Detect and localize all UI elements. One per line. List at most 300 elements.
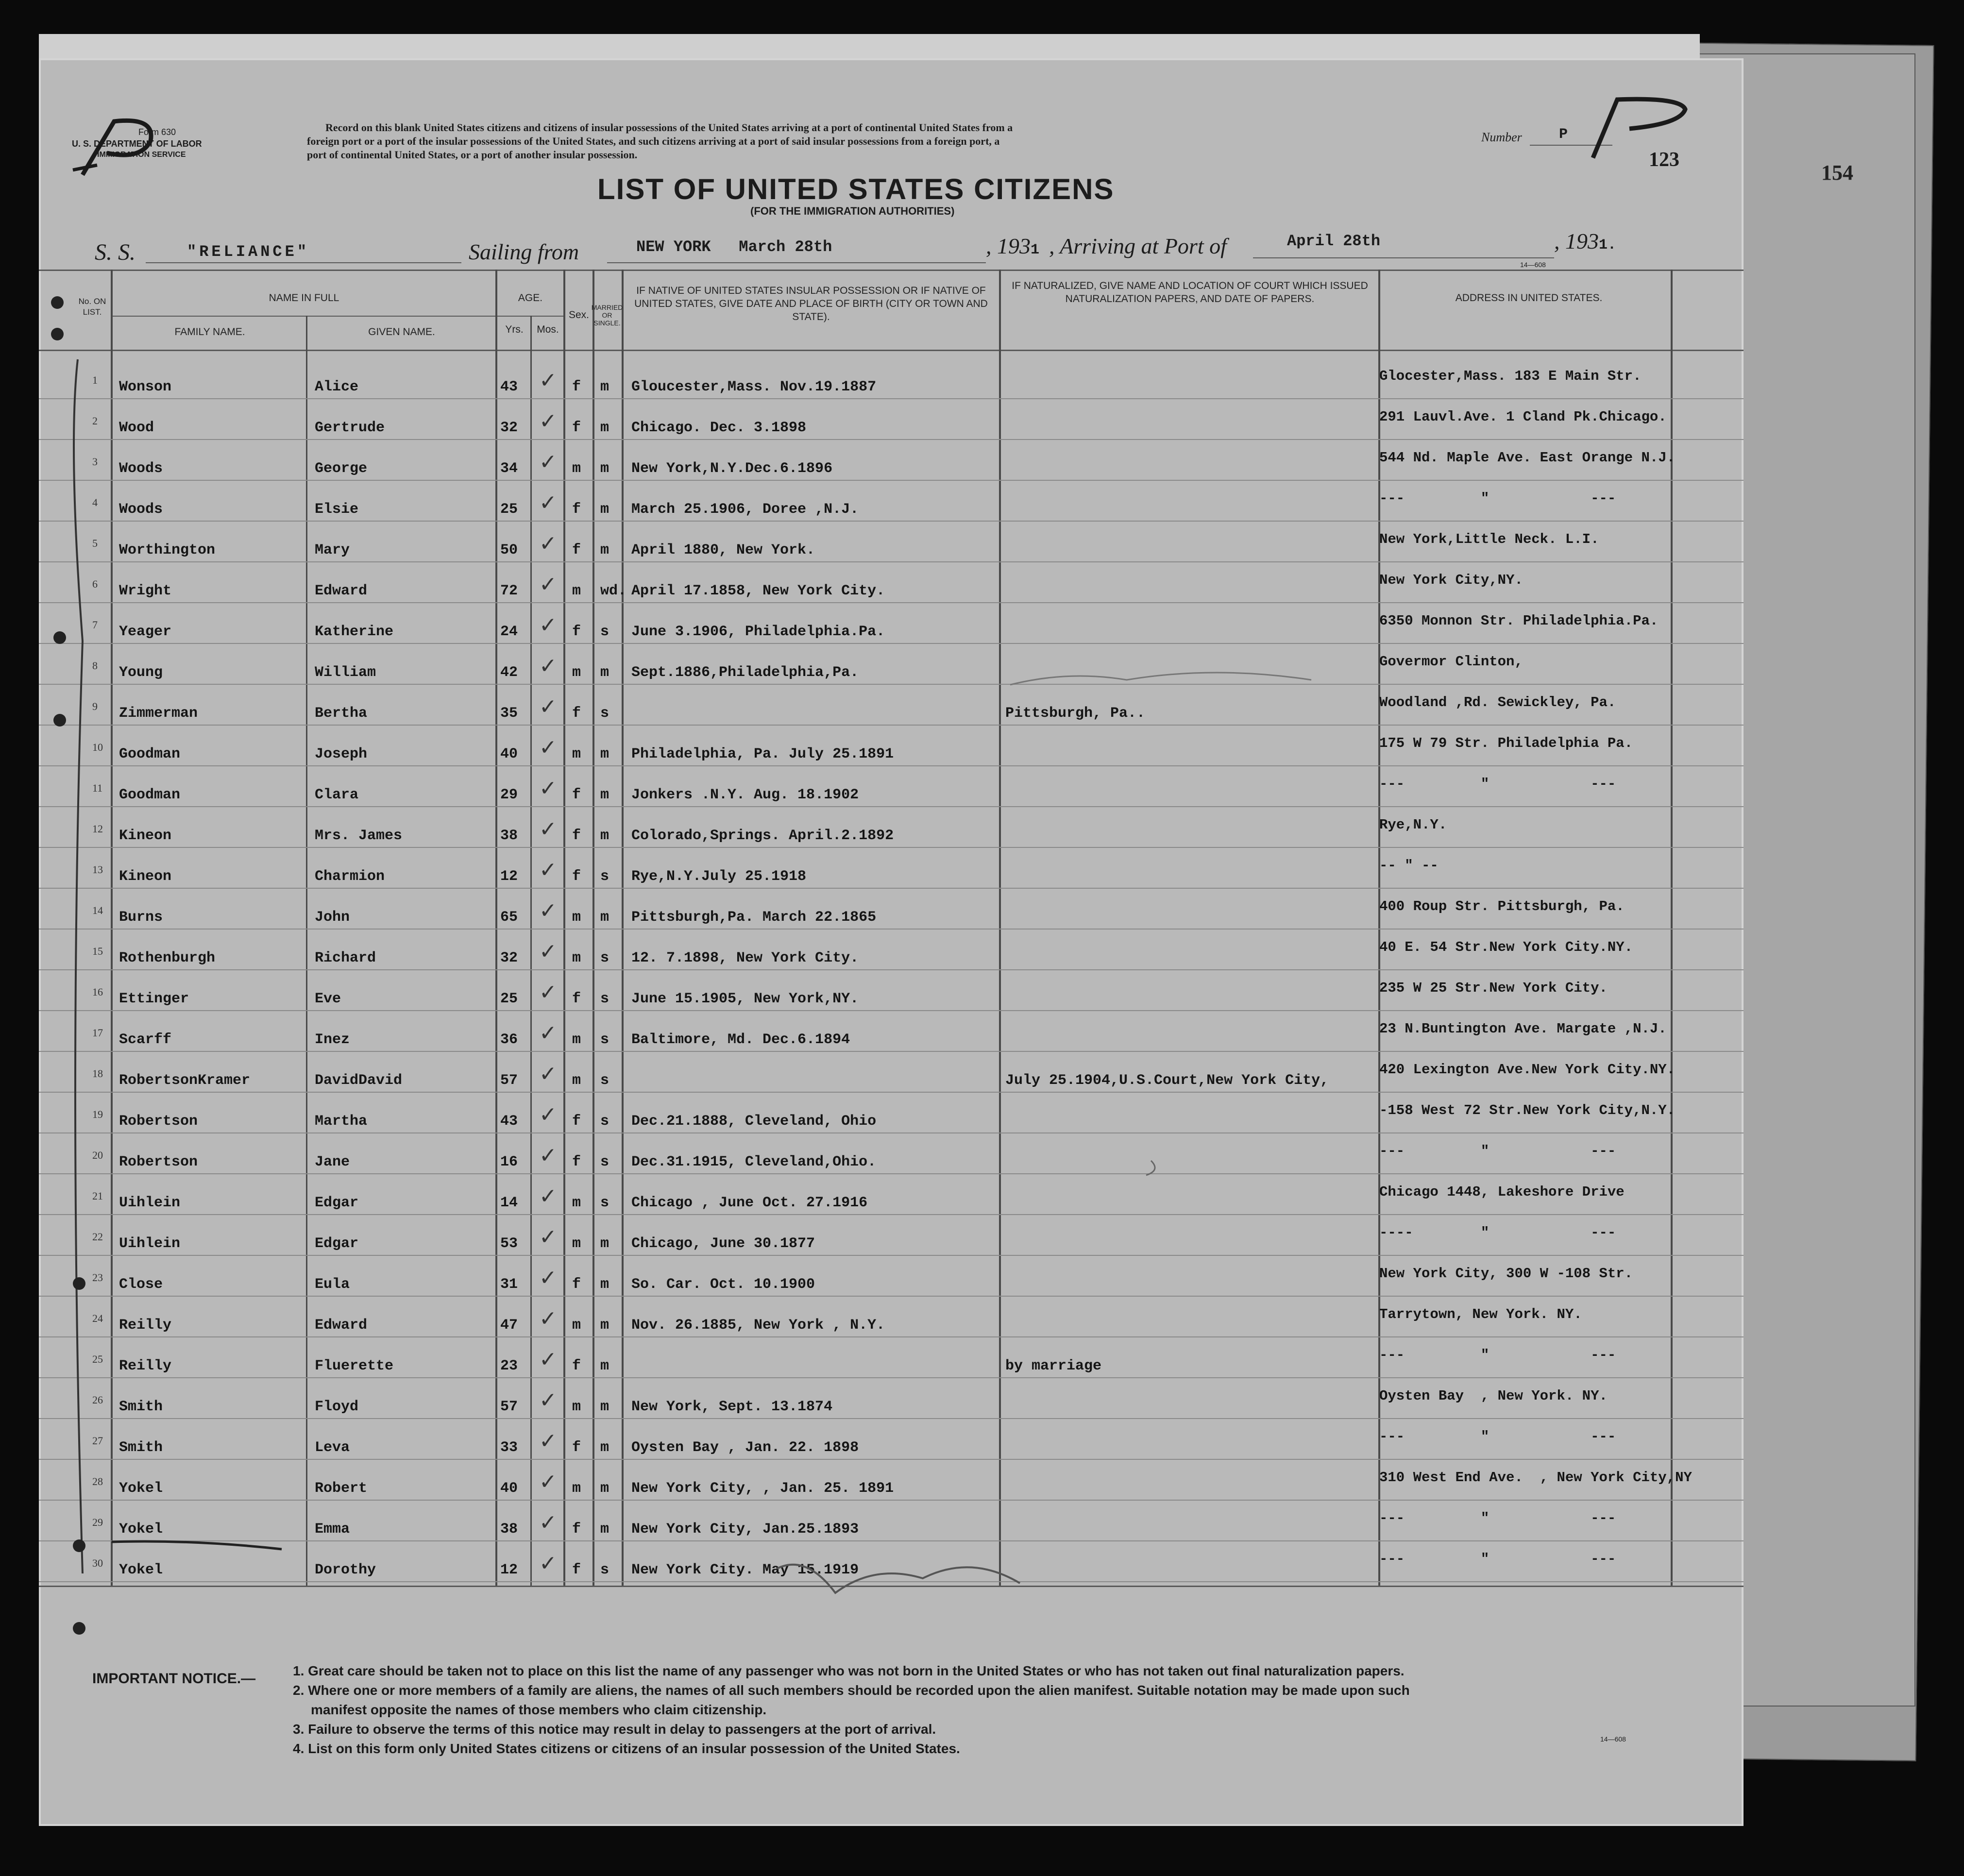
family-name-cell: Kineon <box>119 828 172 844</box>
sex-cell: m <box>572 583 581 599</box>
marital-status-cell: m <box>600 1521 610 1538</box>
row-number: 17 <box>92 1027 103 1039</box>
address-cell: 400 Roup Str. Pittsburgh, Pa. <box>1379 898 1625 914</box>
service-label: IMMIGRATION SERVICE <box>97 151 186 159</box>
age-cell: 53 <box>500 1235 518 1252</box>
address-cell: --- " --- <box>1379 1347 1616 1363</box>
ss-label: S. S. <box>95 239 135 265</box>
age-cell: 25 <box>500 501 518 518</box>
marital-status-cell: m <box>600 460 610 477</box>
binder-hole <box>51 296 64 309</box>
given-name-cell: Emma <box>315 1521 350 1538</box>
age-cell: 14 <box>500 1195 518 1211</box>
sex-cell: f <box>572 787 581 803</box>
marital-status-cell: m <box>600 664 610 681</box>
notice-item-2: 2. Where one or more members of a family are aliens, the names of all such members should be recorded upon the alien manifest. Suitable notation may be made upon such <box>293 1683 1410 1698</box>
family-name-cell: Zimmerman <box>119 705 198 722</box>
check-mark-icon: ✓ <box>539 858 557 882</box>
given-name-cell: Bertha <box>315 705 368 722</box>
address-cell: New York City,NY. <box>1379 572 1523 588</box>
header-mos: Mos. <box>537 324 559 335</box>
sex-cell: f <box>572 542 581 558</box>
check-mark-icon: ✓ <box>539 1266 557 1290</box>
family-name-cell: Yokel <box>119 1480 163 1497</box>
row-number: 21 <box>92 1190 103 1202</box>
row-number: 1 <box>92 374 98 386</box>
row-number: 23 <box>92 1271 103 1284</box>
sex-cell: m <box>572 909 581 926</box>
family-name-cell: Wright <box>119 583 172 599</box>
header-given-name: GIVEN NAME. <box>368 326 435 338</box>
family-name-cell: Burns <box>119 909 163 926</box>
address-cell: 544 Nd. Maple Ave. East Orange N.J. <box>1379 450 1676 466</box>
form-number: Form 630 <box>138 127 176 137</box>
given-name-cell: Mrs. James <box>315 828 403 844</box>
family-name-cell: Robertson <box>119 1113 198 1130</box>
check-mark-icon: ✓ <box>539 1510 557 1535</box>
address-cell: Glocester,Mass. 183 E Main Str. <box>1379 368 1642 384</box>
sex-cell: f <box>572 1562 581 1578</box>
birth-cell: June 3.1906, Philadelphia.Pa. <box>631 624 885 640</box>
marital-status-cell: m <box>600 1276 610 1293</box>
age-cell: 24 <box>500 624 518 640</box>
binder-hole <box>73 1277 85 1290</box>
sex-cell: f <box>572 1358 581 1374</box>
birth-cell: Oysten Bay , Jan. 22. 1898 <box>631 1439 859 1456</box>
age-cell: 23 <box>500 1358 518 1374</box>
sailing-value: NEW YORK March 28th <box>636 238 832 256</box>
given-name-cell: Eve <box>315 991 341 1007</box>
age-cell: 25 <box>500 991 518 1007</box>
given-name-cell: Edgar <box>315 1235 359 1252</box>
birth-cell: April 17.1858, New York City. <box>631 583 885 599</box>
sex-cell: m <box>572 1031 581 1048</box>
address-cell: 175 W 79 Str. Philadelphia Pa. <box>1379 735 1633 751</box>
form-code-bottom: 14—608 <box>1600 1735 1626 1743</box>
row-number: 22 <box>92 1231 103 1243</box>
birth-cell: Sept.1886,Philadelphia,Pa. <box>631 664 859 681</box>
given-name-cell: Joseph <box>315 746 368 762</box>
birth-cell: Chicago , June Oct. 27.1916 <box>631 1195 868 1211</box>
marital-status-cell: s <box>600 1195 610 1211</box>
year-2-prefix: , 193 <box>1554 229 1599 254</box>
given-name-cell: William <box>315 664 376 681</box>
address-cell: 310 West End Ave. , New York City,NY <box>1379 1470 1692 1486</box>
header-birth: IF NATIVE OF UNITED STATES INSULAR POSSESSION OR IF NATIVE OF UNITED STATES, GIVE DATE AND PLACE OF BIRTH (CITY OR TOWN AND STATE). <box>634 285 988 322</box>
sex-cell: f <box>572 624 581 640</box>
col-border-address <box>1671 270 1673 1586</box>
list-subtitle: (FOR THE IMMIGRATION AUTHORITIES) <box>750 205 955 217</box>
address-cell: --- " --- <box>1379 1429 1616 1445</box>
address-cell: -158 West 72 Str.New York City,N.Y. <box>1379 1102 1676 1118</box>
row-number: 27 <box>92 1435 103 1447</box>
birth-cell: Baltimore, Md. Dec.6.1894 <box>631 1031 850 1048</box>
check-mark-icon: ✓ <box>539 490 557 515</box>
family-name-cell: Ettinger <box>119 991 189 1007</box>
birth-cell: So. Car. Oct. 10.1900 <box>631 1276 815 1293</box>
check-mark-icon: ✓ <box>539 939 557 964</box>
handwriting-annotations <box>49 350 1651 1612</box>
marital-status-cell: m <box>600 1317 610 1334</box>
family-name-cell: Worthington <box>119 542 216 558</box>
row-number: 26 <box>92 1394 103 1406</box>
row-number: 30 <box>92 1557 103 1569</box>
birth-cell: 12. 7.1898, New York City. <box>631 950 859 966</box>
year-2 <box>1554 228 1616 254</box>
sailing-label: Sailing from <box>469 239 579 264</box>
address-cell: New York,Little Neck. L.I. <box>1379 531 1599 547</box>
address-cell: Chicago 1448, Lakeshore Drive <box>1379 1184 1625 1200</box>
given-name-cell: Dorothy <box>315 1562 376 1578</box>
given-name-cell: John <box>315 909 350 926</box>
given-name-cell: Martha <box>315 1113 368 1130</box>
given-name-cell: Katherine <box>315 624 394 640</box>
age-cell: 38 <box>500 828 518 844</box>
given-name-cell: Charmion <box>315 868 385 885</box>
family-name-cell: Scarff <box>119 1031 172 1048</box>
age-cell: 35 <box>500 705 518 722</box>
row-number: 6 <box>92 578 98 590</box>
given-name-cell: Alice <box>315 379 359 395</box>
number-label: Number <box>1481 130 1522 144</box>
given-name-cell: Robert <box>315 1480 368 1497</box>
row-number: 4 <box>92 496 98 508</box>
stamp-letter-p-right <box>1583 90 1700 163</box>
form-code-top: 14—608 <box>1520 261 1546 269</box>
family-name-cell: Uihlein <box>119 1195 181 1211</box>
age-cell: 50 <box>500 542 518 558</box>
table-top-border <box>39 270 1744 271</box>
family-name-cell: Smith <box>119 1439 163 1456</box>
marital-status-cell: s <box>600 950 610 966</box>
marital-status-cell: s <box>600 1031 610 1048</box>
address-cell: --- " --- <box>1379 490 1616 507</box>
birth-cell: New York City. May 15.1919 <box>631 1562 859 1578</box>
sailing-underline <box>607 262 986 263</box>
sex-cell: f <box>572 1113 581 1130</box>
row-number: 5 <box>92 537 98 549</box>
family-name-cell: Reilly <box>119 1317 172 1334</box>
list-title: LIST OF UNITED STATES CITIZENS <box>597 173 1115 205</box>
address-cell: --- " --- <box>1379 776 1616 792</box>
check-mark-icon: ✓ <box>539 1225 557 1250</box>
row-number: 13 <box>92 863 103 876</box>
address-cell: 40 E. 54 Str.New York City.NY. <box>1379 939 1633 955</box>
marital-status-cell: s <box>600 1154 610 1170</box>
marital-status-cell: m <box>600 1439 610 1456</box>
check-mark-icon: ✓ <box>539 1143 557 1168</box>
binder-hole <box>53 714 66 727</box>
marital-status-cell: m <box>600 379 610 395</box>
sex-cell: f <box>572 1276 581 1293</box>
corner-page-number: 154 <box>1821 161 1853 185</box>
marital-status-cell: m <box>600 828 610 844</box>
binder-hole <box>53 631 66 644</box>
check-mark-icon: ✓ <box>539 531 557 556</box>
check-mark-icon: ✓ <box>539 409 557 434</box>
row-number: 20 <box>92 1149 103 1161</box>
address-cell: --- " --- <box>1379 1551 1616 1567</box>
marital-status-cell: m <box>600 909 610 926</box>
given-name-cell: Richard <box>315 950 376 966</box>
check-mark-icon: ✓ <box>539 572 557 597</box>
check-mark-icon: ✓ <box>539 776 557 801</box>
address-cell: Rye,N.Y. <box>1379 817 1447 833</box>
age-cell: 34 <box>500 460 518 477</box>
signature-scrawl <box>777 1565 1020 1593</box>
family-name-cell: Yeager <box>119 624 172 640</box>
row-number: 15 <box>92 945 103 957</box>
sex-cell: f <box>572 501 581 518</box>
marital-status-cell: s <box>600 624 610 640</box>
family-name-cell: Wood <box>119 420 154 436</box>
small-mark <box>1146 1161 1155 1175</box>
header-married: MARRIED OR SINGLE. <box>591 304 623 327</box>
arriving-value: April 28th <box>1287 232 1381 250</box>
address-cell: -- " -- <box>1379 858 1439 874</box>
marital-status-cell: m <box>600 1358 610 1374</box>
address-cell: 420 Lexington Ave.New York City.NY. <box>1379 1062 1676 1078</box>
birth-cell: Pittsburgh,Pa. March 22.1865 <box>631 909 877 926</box>
check-mark-icon: ✓ <box>539 1102 557 1127</box>
birth-cell: New York,N.Y.Dec.6.1896 <box>631 460 833 477</box>
age-cell: 12 <box>500 1562 518 1578</box>
notice-title: IMPORTANT NOTICE.— <box>92 1671 256 1687</box>
check-mark-icon: ✓ <box>539 1551 557 1576</box>
marital-status-cell: s <box>600 868 610 885</box>
strike-line-row-30 <box>112 1541 282 1549</box>
family-name-cell: Woods <box>119 501 163 518</box>
birth-cell: New York, Sept. 13.1874 <box>631 1399 833 1415</box>
family-name-cell: Robertson <box>119 1154 198 1170</box>
row-number: 3 <box>92 456 98 468</box>
check-mark-icon: ✓ <box>539 613 557 638</box>
binder-hole <box>73 1539 85 1552</box>
binder-hole <box>73 1622 85 1635</box>
check-mark-icon: ✓ <box>539 1470 557 1494</box>
sex-cell: m <box>572 460 581 477</box>
sex-cell: m <box>572 1235 581 1252</box>
row-number: 14 <box>92 904 103 916</box>
sex-cell: f <box>572 1439 581 1456</box>
family-name-cell: Goodman <box>119 746 181 762</box>
family-name-cell: Close <box>119 1276 163 1293</box>
address-cell: Oysten Bay , New York. NY. <box>1379 1388 1608 1404</box>
arriving-label: , Arriving at Port of <box>1049 234 1227 258</box>
notice-item-3: 3. Failure to observe the terms of this notice may result in delay to passengers at the port of arrival. <box>293 1722 936 1737</box>
header-no-on-list: No. ON LIST. <box>78 297 106 317</box>
given-name-cell: DavidDavid <box>315 1072 403 1089</box>
marital-status-cell: m <box>600 787 610 803</box>
check-mark-icon: ✓ <box>539 368 557 393</box>
marital-status-cell: s <box>600 705 610 722</box>
given-name-cell: Edward <box>315 583 368 599</box>
address-cell: Govermor Clinton, <box>1379 654 1523 670</box>
address-cell: Woodland ,Rd. Sewickley, Pa. <box>1379 694 1616 710</box>
marital-status-cell: m <box>600 1235 610 1252</box>
given-name-cell: Jane <box>315 1154 350 1170</box>
check-mark-icon: ✓ <box>539 1184 557 1209</box>
birth-cell: New York City, Jan.25.1893 <box>631 1521 859 1538</box>
ship-underline <box>146 262 461 263</box>
family-name-cell: Uihlein <box>119 1235 181 1252</box>
address-cell: New York City, 300 W -108 Str. <box>1379 1266 1633 1282</box>
age-cell: 16 <box>500 1154 518 1170</box>
age-cell: 38 <box>500 1521 518 1538</box>
age-cell: 12 <box>500 868 518 885</box>
given-name-cell: Gertrude <box>315 420 385 436</box>
family-name-cell: Smith <box>119 1399 163 1415</box>
ship-name: "RELIANCE" <box>187 243 310 261</box>
row-number: 12 <box>92 823 103 835</box>
row-number: 11 <box>92 782 103 794</box>
sex-cell: m <box>572 1072 581 1089</box>
year-1-suffix: 1 <box>1031 242 1040 258</box>
given-name-cell: Elsie <box>315 501 359 518</box>
sex-cell: f <box>572 1154 581 1170</box>
age-cell: 65 <box>500 909 518 926</box>
header-name-in-full: NAME IN FULL <box>269 292 339 304</box>
check-mark-icon: ✓ <box>539 898 557 923</box>
sex-cell: f <box>572 991 581 1007</box>
row-9-note-scrawl <box>1010 673 1311 685</box>
notice-item-4: 4. List on this form only United States citizens or citizens of an insular possession of the United States. <box>293 1741 960 1756</box>
header-sex: Sex. <box>568 309 590 321</box>
binder-hole <box>51 328 64 340</box>
age-cell: 33 <box>500 1439 518 1456</box>
age-cell: 32 <box>500 950 518 966</box>
given-name-cell: Floyd <box>315 1399 359 1415</box>
address-cell: --- " --- <box>1379 1510 1616 1526</box>
birth-cell: Rye,N.Y.July 25.1918 <box>631 868 807 885</box>
marital-status-cell: s <box>600 991 610 1007</box>
given-name-cell: Inez <box>315 1031 350 1048</box>
row-number: 10 <box>92 741 103 753</box>
given-name-cell: Eula <box>315 1276 350 1293</box>
address-cell: 235 W 25 Str.New York City. <box>1379 980 1608 996</box>
year-2-suffix: 1. <box>1599 237 1617 254</box>
given-name-cell: Edward <box>315 1317 368 1334</box>
family-name-cell: Reilly <box>119 1358 172 1374</box>
age-cell: 43 <box>500 379 518 395</box>
marital-status-cell: m <box>600 1399 610 1415</box>
marital-status-cell: m <box>600 542 610 558</box>
birth-cell: March 25.1906, Doree ,N.J. <box>631 501 859 518</box>
age-cell: 32 <box>500 420 518 436</box>
sex-cell: m <box>572 950 581 966</box>
address-cell: 6350 Monnon Str. Philadelphia.Pa. <box>1379 613 1659 629</box>
birth-cell: April 1880, New York. <box>631 542 815 558</box>
sex-cell: f <box>572 705 581 722</box>
check-mark-icon: ✓ <box>539 654 557 678</box>
check-mark-icon: ✓ <box>539 1306 557 1331</box>
sex-cell: m <box>572 746 581 762</box>
margin-bracket-line <box>74 359 83 1573</box>
birth-cell: June 15.1905, New York,NY. <box>631 991 859 1007</box>
row-number: 9 <box>92 700 98 712</box>
check-mark-icon: ✓ <box>539 980 557 1005</box>
birth-cell: Chicago, June 30.1877 <box>631 1235 815 1252</box>
age-cell: 57 <box>500 1072 518 1089</box>
arriving-underline <box>1253 257 1554 258</box>
marital-status-cell: s <box>600 1113 610 1130</box>
row-number: 18 <box>92 1067 103 1080</box>
age-cell: 42 <box>500 664 518 681</box>
marital-status-cell: s <box>600 1562 610 1578</box>
check-mark-icon: ✓ <box>539 1062 557 1086</box>
check-mark-icon: ✓ <box>539 735 557 760</box>
department-label: U. S. DEPARTMENT OF LABOR <box>72 139 202 149</box>
check-mark-icon: ✓ <box>539 1388 557 1413</box>
row-number: 19 <box>92 1108 103 1120</box>
row-number: 8 <box>92 659 98 672</box>
sex-cell: f <box>572 420 581 436</box>
notice-item-2-cont: manifest opposite the names of those members who claim citizenship. <box>311 1702 767 1717</box>
age-cell: 40 <box>500 746 518 762</box>
naturalization-cell: by marriage <box>1005 1358 1102 1374</box>
row-number: 7 <box>92 619 98 631</box>
header-address: ADDRESS IN UNITED STATES. <box>1455 292 1603 304</box>
row-number: 24 <box>92 1312 103 1324</box>
header-yrs: Yrs. <box>505 324 524 335</box>
address-cell: Tarrytown, New York. NY. <box>1379 1306 1582 1322</box>
address-cell: --- " --- <box>1379 1143 1616 1159</box>
given-name-cell: Mary <box>315 542 350 558</box>
birth-cell: Philadelphia, Pa. July 25.1891 <box>631 746 894 762</box>
birth-cell: Nov. 26.1885, New York , N.Y. <box>631 1317 885 1334</box>
address-cell: 23 N.Buntington Ave. Margate ,N.J. <box>1379 1021 1667 1037</box>
given-name-cell: Fluerette <box>315 1358 394 1374</box>
age-cell: 72 <box>500 583 518 599</box>
sex-cell: m <box>572 664 581 681</box>
given-name-cell: Clara <box>315 787 359 803</box>
instruction-line-3: port of continental United States, or a port of another insular possession. <box>307 149 638 161</box>
birth-cell: Jonkers .N.Y. Aug. 18.1902 <box>631 787 859 803</box>
family-name-cell: Yokel <box>119 1562 163 1578</box>
birth-cell: Dec.31.1915, Cleveland,Ohio. <box>631 1154 877 1170</box>
family-name-cell: Yokel <box>119 1521 163 1538</box>
birth-cell: Dec.21.1888, Cleveland, Ohio <box>631 1113 877 1130</box>
marital-status-cell: s <box>600 1072 610 1089</box>
row-number: 29 <box>92 1516 103 1528</box>
marital-status-cell: wd. <box>600 583 627 599</box>
sex-cell: m <box>572 1317 581 1334</box>
check-mark-icon: ✓ <box>539 1021 557 1046</box>
row-number: 25 <box>92 1353 103 1365</box>
marital-status-cell: m <box>600 746 610 762</box>
row-number: 28 <box>92 1475 103 1487</box>
family-name-cell: Goodman <box>119 787 181 803</box>
family-name-cell: Woods <box>119 460 163 477</box>
age-cell: 57 <box>500 1399 518 1415</box>
year-1-prefix: , 193 <box>986 234 1031 258</box>
page-number: 123 <box>1649 149 1679 171</box>
sex-cell: m <box>572 1399 581 1415</box>
family-name-cell: RobertsonKramer <box>119 1072 251 1089</box>
age-cell: 47 <box>500 1317 518 1334</box>
family-name-cell: Rothenburgh <box>119 950 216 966</box>
age-cell: 29 <box>500 787 518 803</box>
header-family-name: FAMILY NAME. <box>174 326 245 338</box>
sex-cell: f <box>572 868 581 885</box>
header-naturalized: IF NATURALIZED, GIVE NAME AND LOCATION OF COURT WHICH ISSUED NATURALIZATION PAPERS, AND DATE OF PAPERS. <box>1012 280 1368 304</box>
given-name-cell: Leva <box>315 1439 350 1456</box>
sex-cell: m <box>572 1195 581 1211</box>
age-cell: 43 <box>500 1113 518 1130</box>
age-cell: 40 <box>500 1480 518 1497</box>
age-cell: 31 <box>500 1276 518 1293</box>
age-cell: 36 <box>500 1031 518 1048</box>
